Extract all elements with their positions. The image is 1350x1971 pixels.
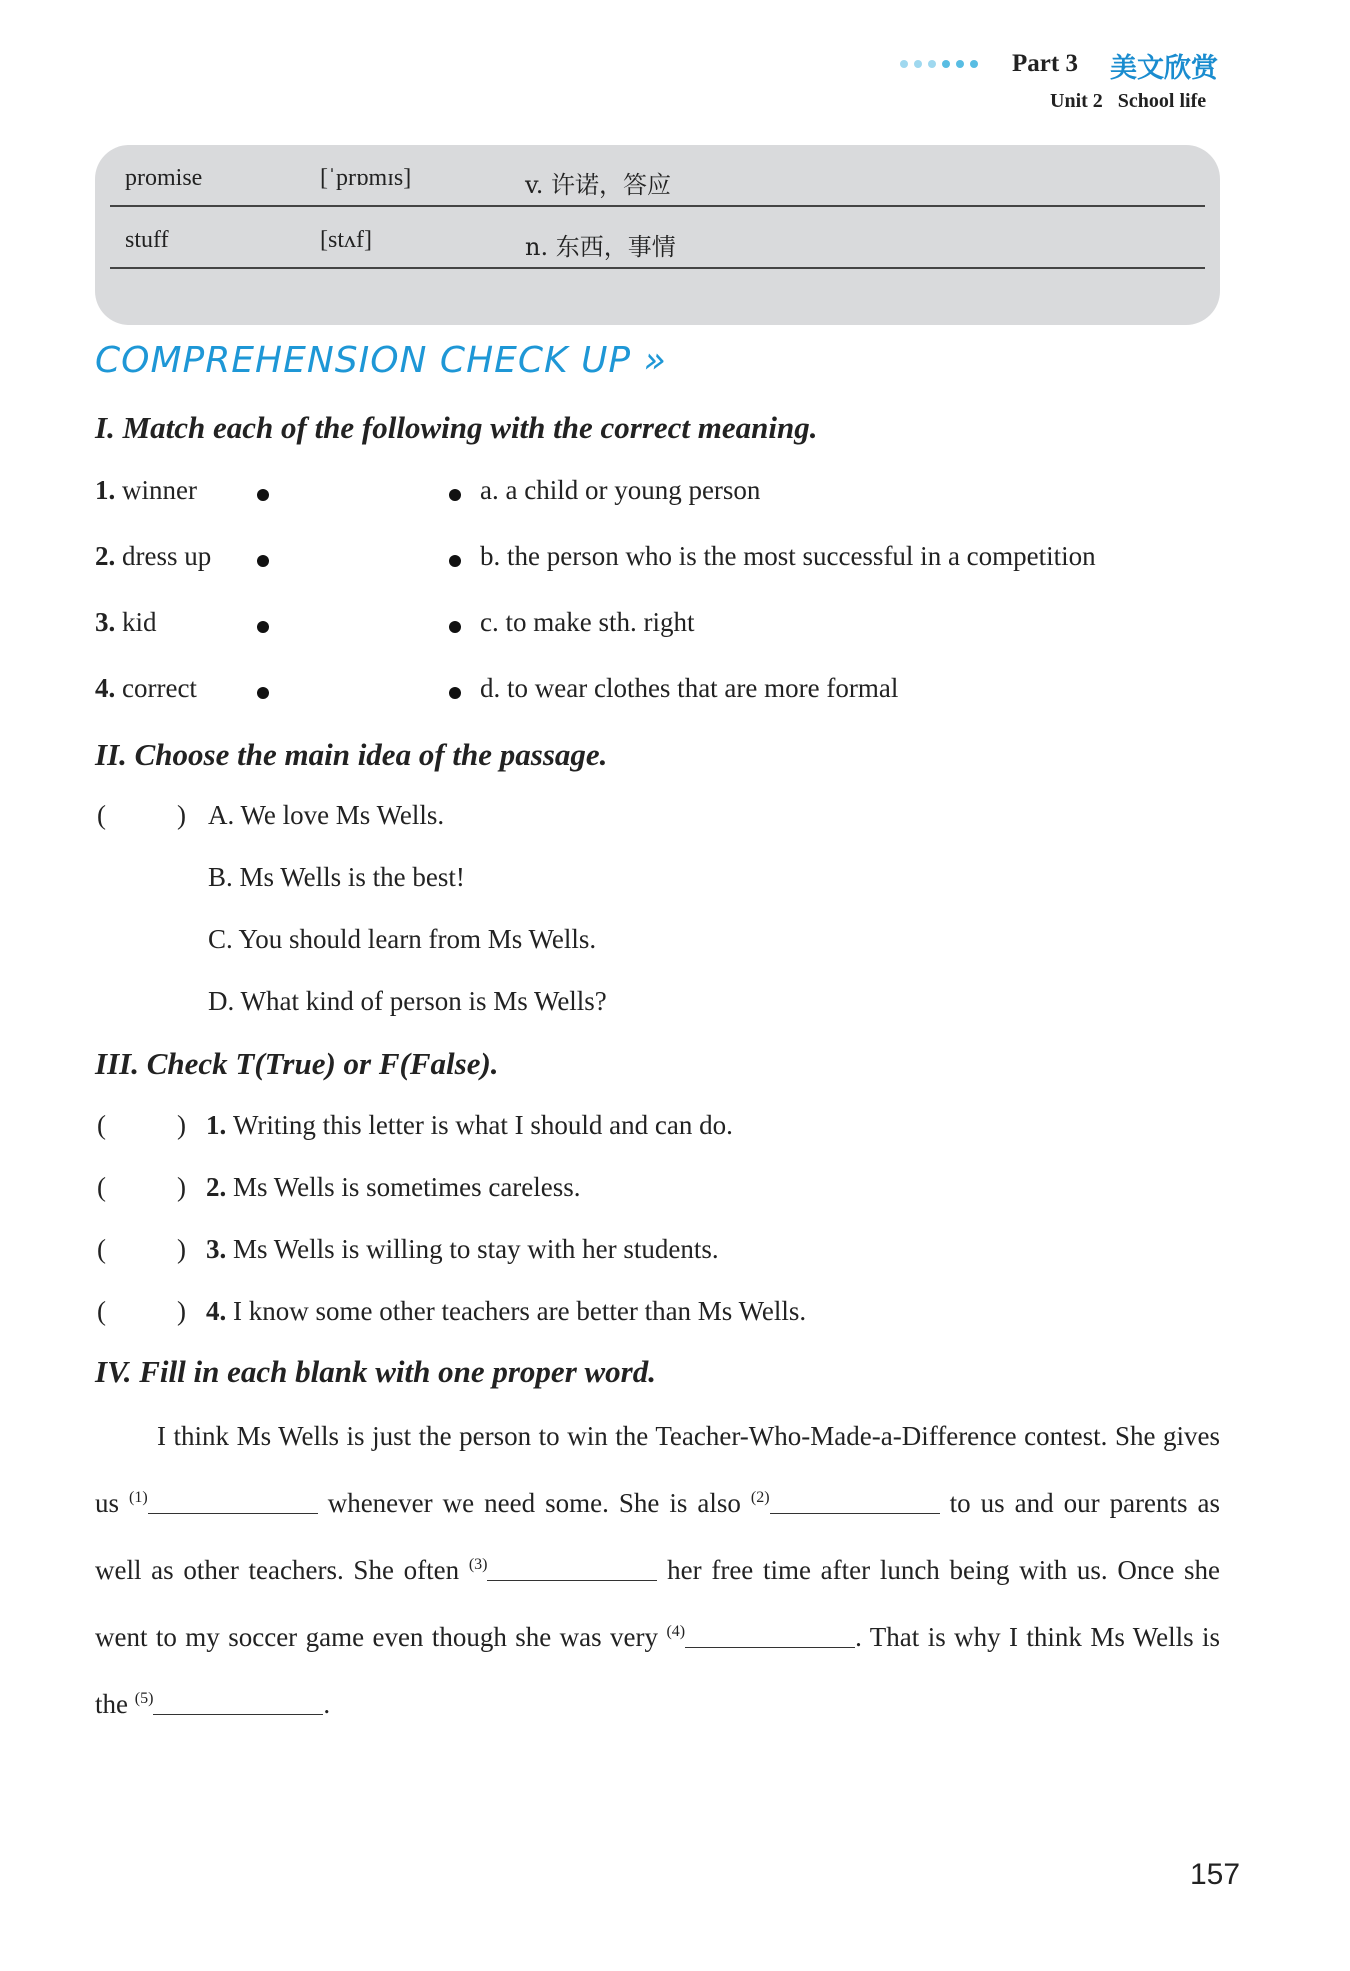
option-item: D. What kind of person is Ms Wells? [208, 986, 607, 1016]
header-part-cn: 美文欣赏 [1110, 53, 1218, 84]
blank-number: (2) [750, 1489, 770, 1506]
answer-paren-close: ) [177, 1172, 186, 1202]
match-right-dot[interactable] [449, 621, 461, 633]
comprehension-title [95, 340, 667, 381]
match-left-dot[interactable] [257, 621, 269, 633]
match-left-item [95, 673, 197, 704]
section-4-title: IV. Fill in each blank with one proper word. [95, 1354, 656, 1389]
section-2-title: II. Choose the main idea of the passage. [95, 737, 608, 772]
match-left-dot[interactable] [257, 555, 269, 567]
item-text: Ms Wells is sometimes careless. [233, 1172, 581, 1202]
blank-4-input[interactable] [685, 1623, 855, 1648]
answer-paren-open: ( [97, 1234, 106, 1264]
match-right-dot[interactable] [449, 687, 461, 699]
answer-paren-close: ) [177, 1296, 186, 1326]
vocab-meaning: v. 许诺，答应 [525, 171, 671, 199]
passage-text: . [323, 1689, 331, 1719]
item-number: 1. [95, 475, 116, 505]
section-1-title: I. Match each of the following with the correct meaning. [95, 410, 818, 445]
vocab-word: promise [125, 165, 203, 191]
match-left-dot[interactable] [257, 687, 269, 699]
match-left-item [95, 541, 211, 572]
header-decoration-dots [900, 60, 978, 68]
vocab-row [110, 207, 1205, 269]
match-right-item: a. a child or young person [480, 475, 761, 505]
option-item: A. We love Ms Wells. [208, 800, 445, 830]
answer-paren-open: ( [97, 800, 106, 830]
match-right-item: c. to make sth. right [480, 607, 695, 637]
item-number: 3. [206, 1234, 227, 1264]
match-left-item [95, 607, 157, 638]
answer-paren-open: ( [97, 1296, 106, 1326]
item-number: 2. [95, 541, 116, 571]
match-right-item: b. the person who is the most successful in a competition [480, 541, 1096, 571]
item-text: I know some other teachers are better than Ms Wells. [233, 1296, 807, 1326]
section-3-title: III. Check T(True) or F(False). [95, 1046, 499, 1081]
passage-text: . That is why I think Ms Wells is the [95, 1622, 1221, 1719]
comprehension-title-text: COMPREHENSION CHECK UP [95, 340, 632, 381]
header-unit-number: Unit 2 [1050, 90, 1103, 112]
match-left-item [95, 475, 197, 506]
vocabulary-box [95, 145, 1220, 325]
vocab-row [110, 145, 1205, 207]
match-left-dot[interactable] [257, 489, 269, 501]
blank-number: (5) [134, 1690, 154, 1707]
blank-2-input[interactable] [770, 1489, 940, 1514]
page-number: 157 [1190, 1858, 1241, 1891]
item-number: 4. [95, 673, 116, 703]
vocab-phonetic: [stʌf] [320, 227, 372, 253]
option-item: B. Ms Wells is the best! [208, 862, 465, 892]
item-text: dress up [122, 541, 212, 571]
passage-text: I think Ms Wells is just the person to win the Teacher-Who-Made-a-Difference contest. She gives us [95, 1421, 1220, 1518]
header-unit-title: School life [1117, 90, 1207, 112]
blank-1-input[interactable] [148, 1489, 318, 1514]
vocab-phonetic: [ˈprɒmɪs] [320, 165, 412, 191]
header-part: Part 3 [1012, 50, 1078, 77]
item-text: correct [122, 673, 197, 703]
tf-item [206, 1110, 733, 1141]
passage-text: whenever we need some. She is also [327, 1488, 741, 1518]
item-text: Writing this letter is what I should and can do. [233, 1110, 733, 1140]
tf-item [206, 1172, 581, 1203]
match-right-dot[interactable] [449, 555, 461, 567]
item-number: 1. [206, 1110, 227, 1140]
answer-paren-close: ) [177, 1110, 186, 1140]
option-item: C. You should learn from Ms Wells. [208, 924, 597, 954]
answer-paren-close: ) [177, 800, 186, 830]
item-number: 3. [95, 607, 116, 637]
item-number: 4. [206, 1296, 227, 1326]
match-right-item: d. to wear clothes that are more formal [480, 673, 899, 703]
item-text: winner [122, 475, 197, 505]
item-text: kid [122, 607, 157, 637]
answer-paren-open: ( [97, 1110, 106, 1140]
header-unit [1050, 90, 1206, 113]
answer-paren-open: ( [97, 1172, 106, 1202]
blank-3-input[interactable] [487, 1556, 657, 1581]
blank-number: (4) [666, 1623, 686, 1640]
vocab-word: stuff [125, 227, 169, 253]
tf-item [206, 1234, 719, 1265]
passage-text: to us and our parents as well as other teachers. She often [95, 1488, 1221, 1585]
answer-paren-close: ) [177, 1234, 186, 1264]
fill-blank-passage [95, 1405, 1220, 1735]
blank-number: (3) [468, 1556, 488, 1573]
passage-text: her free time after lunch being with us. Once she went to my soccer game even though she was very [95, 1555, 1220, 1652]
vocab-meaning: n. 东西，事情 [525, 233, 676, 261]
item-number: 2. [206, 1172, 227, 1202]
item-text: Ms Wells is willing to stay with her students. [233, 1234, 719, 1264]
double-chevron-icon: » [643, 340, 667, 381]
match-right-dot[interactable] [449, 489, 461, 501]
tf-item [206, 1296, 806, 1327]
blank-5-input[interactable] [153, 1690, 323, 1715]
blank-number: (1) [129, 1489, 148, 1506]
